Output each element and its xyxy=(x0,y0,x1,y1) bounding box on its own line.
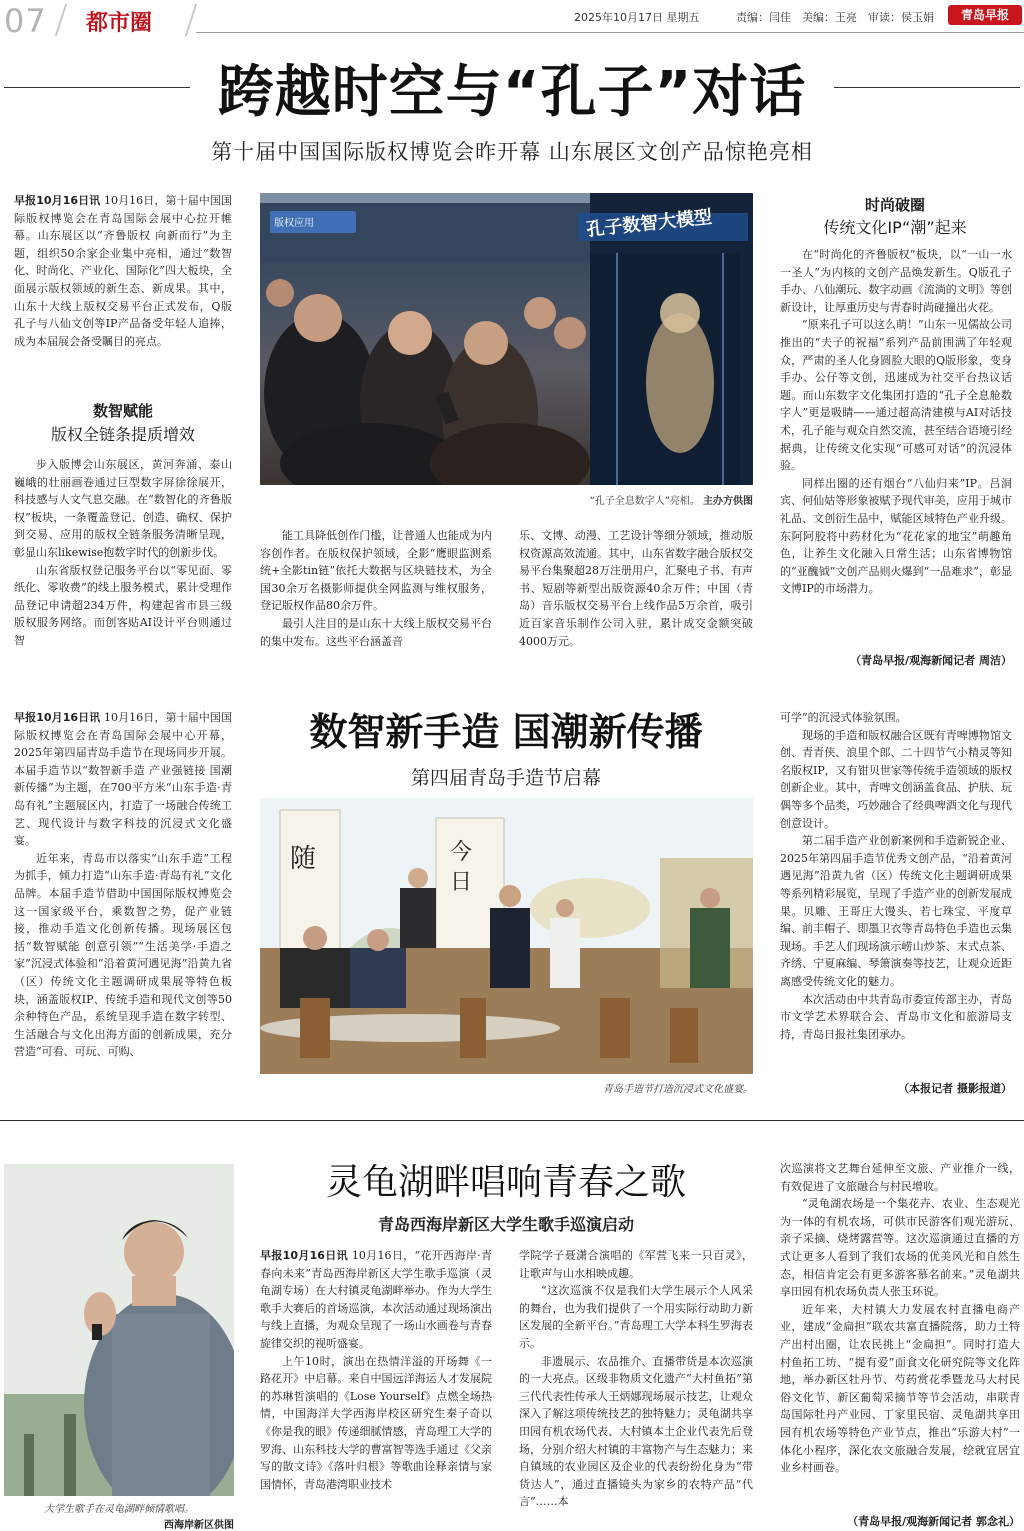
story3-col2-p2: “这次巡演不仅是我们大学生展示个人风采的舞台，也为我们提供了一个用实际行动助力新区发展的全新平台。”青岛理工大学本科生罗海表示。 xyxy=(519,1284,753,1350)
story1-photo-sign2: 版权应用 xyxy=(274,218,314,229)
page-number: 07 xyxy=(4,2,47,40)
story1-col1 xyxy=(14,456,232,668)
story3-byline: （青岛早报/观海新闻记者 郭念礼） xyxy=(847,1515,1020,1528)
story1-byline: （青岛早报/观海新闻记者 周洁） xyxy=(850,654,1012,667)
logo-text: 青岛早报 xyxy=(960,8,1009,22)
story2-lead xyxy=(14,709,232,1101)
story3-dateline: 早报10月16日讯 xyxy=(260,1249,348,1262)
story2-col1-p2: 近年来，青岛市以落实“山东手造”工程为抓手，倾力打造“山东手造·青岛有礼”文化品牌。本届手造节借助中国国际版权博览会这一国家级平台，乘数智之势，促产业链接，推动手造文化创新传播。现场展区包括“数智赋能 创意引领”“生活美学·手造之家”沉浸式体验和“沿着黄河遇见海”沿黄九省（区）传统文化主题调研成果展等特色板块，涵盖版权IP、传统手造和现代文创等50余种特色产品，系统呈现手造在数字转型、生活融合与文化出海方面的创新成果，充分营造“可看、可玩、可购、 xyxy=(14,851,232,1059)
story3-col2-p1: 学院学子聂潇合演唱的《军营飞来一只百灵》，让歌声与山水相映成趣。 xyxy=(519,1249,753,1280)
story1-photo-scene xyxy=(260,193,753,485)
story3-photo xyxy=(4,1164,234,1496)
story2-dateline: 早报10月16日讯 xyxy=(14,711,101,724)
editor-art: 美编：王亮 xyxy=(802,11,857,24)
story3-col1-text: 10月16日，“花开西海岸·青春向未来”青岛西海岸新区大学生歌手巡演（灵龟湖专场）在大村镇灵龟湖畔举办。作为大学生歌手大赛后的首场巡演，本次活动通过现场演出与线上直播，为观众呈现了一场山水画卷与青春旋律交织的视听盛宴。 xyxy=(260,1249,492,1350)
story1-photo-caption: “孔子全息数字人”亮相。 xyxy=(589,496,700,507)
editor-review: 审读：侯玉娟 xyxy=(868,11,934,24)
story3-col3 xyxy=(780,1160,1020,1512)
story1-lead xyxy=(14,192,232,388)
story2-lead-text: 10月16日，第十届中国国际版权博览会在青岛国际会展中心开幕，2025年第四届青岛手造节在现场同步开展。本届手造节以“数智新手造 产业强链接 国潮新传播”为主题，在700平方米“山东手造·青岛有礼”主题展区内，打造了一场融合传统工艺、现代设计与数字科技的沉浸式文化盛宴。 xyxy=(14,711,232,848)
story1-subhead-1a: 数智赋能 xyxy=(92,402,153,420)
story1-subhead-1b: 版权全链条提质增效 xyxy=(50,425,195,444)
story3-col2 xyxy=(519,1247,753,1529)
story1-col1-p2: 山东省版权登记服务平台以“零见面、零纸化、零收费”的线上服务模式，累计受理作品登记申请超234万件，构建起省市县三级版权服务网络。而创客贴AI设计平台则通过智 xyxy=(14,563,232,647)
story3-col3-p3: 近年来，大村镇大力发展农村直播电商产业，建成“金扁担”联农共富直播院落，助力土特产出村出圈，让农民挑上“金扁担”。同时打造大村鱼拓工坊、“提有爱”面食文化研究院等文化阵地，举办新区牡丹节、芍药赏花季暨龙马大村民俗文化节、新区葡萄采摘节等节会活动，串联青岛国际牡丹产业园、丁家里民宿、灵龟湖共享田园有机农场等特色产业节点，推出“乐游大村”一体化小程序，深化农文旅融合发展，绘就宜居宜业乡村画卷。 xyxy=(780,1302,1020,1475)
story2-banner-2: 今日 xyxy=(450,840,473,895)
story2-col2-p4: 本次活动由中共青岛市委宣传部主办，青岛市文学艺术界联合会、青岛市文化和旅游局支持，青岛日报社集团承办。 xyxy=(780,992,1012,1041)
issue-date: 2025年10月17日 星期五 xyxy=(574,11,700,24)
story1-col2-p1: 能工具降低创作门槛，让普通人也能成为内容创作者。在版权保护领域，全影“鹰眼监测系统+全影tin链”依托大数据与区块链技术，为全国30余万名摄影师提供全网监测与维权服务，登记版权作品80余万件。 xyxy=(260,529,492,613)
story1-col2-p2: 最引人注目的是山东十大线上版权交易平台的集中发布。这些平台涵盖音 xyxy=(260,616,492,648)
story1-col3-p1: 乐、文博、动漫、工艺设计等细分领域，推动版权资源高效流通。其中，山东省数字融合版权交易平台集聚超28万注册用户，汇聚电子书、有声书、短剧等新型出版资源40余万件；中国（青岛）音乐版权交易平台上线作品5万余首，吸引近百家音乐制作公司入驻，累计成交金额突破4000万元。 xyxy=(519,529,753,648)
editor-duty: 责编：闫佳 xyxy=(736,11,791,24)
story1-col3 xyxy=(519,527,753,669)
story3-photo-scene xyxy=(4,1164,234,1496)
newspaper-logo xyxy=(948,5,1022,25)
story1-photo-sign: 孔子数智大模型 xyxy=(585,206,714,241)
story1-photo-credit: 主办方供图 xyxy=(703,496,753,507)
section-divider xyxy=(0,1120,1024,1121)
story1-subhead-2b: 传统文化IP“潮”起来 xyxy=(823,218,967,237)
story2-subtitle: 第四届青岛手造节启幕 xyxy=(410,767,601,789)
story3-subtitle: 青岛西海岸新区大学生歌手巡演启动 xyxy=(377,1215,634,1234)
story3-title: 灵龟湖畔唱响青春之歌 xyxy=(325,1162,686,1203)
story3-photo-caption: 大学生歌手在灵龟湖畔倾情歌唱。 xyxy=(44,1504,194,1515)
story1-subhead-2a: 时尚破圈 xyxy=(864,196,925,214)
story3-col3-p1: 次巡演将文艺舞台延伸至文旅、产业推介一线，有效促进了文旅融合与村民增收。 xyxy=(780,1162,1020,1193)
story2-col2-p1: 可学”的沉浸式体验氛围。 xyxy=(780,711,907,724)
story2-byline: （本报记者 摄影报道） xyxy=(898,1082,1012,1095)
story2-banner-1: 随 xyxy=(290,844,317,874)
story1-col2 xyxy=(260,527,492,669)
story1-col4-p1: 在“时尚化的齐鲁版权”板块，以“一山一水一圣人”为内核的文创产品焕发新生。Q版孔子手办、八仙潮玩、数字动画《流淌的文明》等创新设计，让厚重历史与青春时尚碰撞出火花。 xyxy=(780,248,1012,314)
story1-title: 跨越时空与“孔子”对话 xyxy=(217,60,807,125)
story1-subtitle: 第十届中国国际版权博览会昨开幕 山东展区文创产品惊艳亮相 xyxy=(211,140,813,164)
story3-col1 xyxy=(260,1247,492,1529)
story1-col4-p3: 同样出圈的还有烟台“八仙归来”IP。吕洞宾、何仙姑等形象被赋予现代审美，应用于城市礼品、文创衍生品中，赋能区域特色产业升级。东阿阿胶将中药材化为“花花家的地宝”萌趣角色，让养生文化融入日常生活；山东省博物馆的“亚醜钺”文创产品则火爆到“一品难求”，彰显文博IP的市场潜力。 xyxy=(780,476,1012,596)
story2-photo-scene xyxy=(260,798,753,1074)
story2-col2-p2: 现场的手造和版权融合区既有青啤博物馆文创、青青侠、浪里个郎、二十四节气小精灵等知名版权IP，又有钳贝世家等传统手造领域的版权创新企业。其中，青啤文创涵盖食品、护肤、玩偶等多个品类，巧妙融合了经典啤酒文化与现代创意设计。 xyxy=(780,728,1012,830)
story1-dateline: 早报10月16日讯 xyxy=(14,194,101,207)
header-line xyxy=(196,32,1024,33)
story3-photo-credit: 西海岸新区供图 xyxy=(164,1520,234,1531)
story1-col1-p1: 步入版博会山东展区，黄河奔涌、泰山巍峨的壮丽画卷通过巨型数字屏徐徐展开，科技感与人文气息交融。在“数智化的齐鲁版权”板块，一条覆盖登记、创造、确权、保护到交易、应用的版权全链条服务清晰呈现，彰显山东likewise抱数字时代的创新步伐。 xyxy=(14,458,232,559)
story3-col3-p2: “灵龟湖农场是一个集花卉、农业、生态观光为一体的有机农场，可供市民游客们观光游玩、亲子采摘、烧烤露营等。这次巡演通过直播的方式让更多人看到了我们农场的优美风光和自然生态，相信肯定会有更多游客慕名前来。”灵龟湖共享田园有机农场负责人张玉环说。 xyxy=(780,1197,1020,1299)
story1-col4 xyxy=(780,246,1012,654)
story1-lead-text: 10月16日，第十届中国国际版权博览会在青岛国际会展中心拉开帷幕。山东展区以“齐鲁版权 向新而行”为主题，组织50余家企业集中亮相，通过“数智化、时尚化、产业化、国际化”四大板块，全面展示版权领域的新生态、新成果。其中，山东十大线上版权交易平台正式发布，Q版孔子与八仙文创等IP产品备受年轻人追捧，成为本届展会备受瞩目的亮点。 xyxy=(14,194,232,348)
story2-title: 数智新手造 国潮新传播 xyxy=(309,710,703,754)
story2-photo-caption: 青岛手造节打造沉浸式文化盛宴。 xyxy=(603,1084,753,1095)
story1-col4-p2: “原来孔子可以这么萌！”山东一见儒故公司推出的“夫子的祝福”系列产品前围满了年轻观众，严肃的圣人化身圆脸大眼的Q版形象，变身手办、公仔等文创，迅速成为社交平台热议话题。而山东数字文化集团打造的“孔子全息舱数字人”更是吸睛——通过超高清建模与AI对话技术，孔子能与观众自然交流，甚至结合语境引经据典，让传统文化实现“可感可对话”的沉浸体验。 xyxy=(780,318,1012,473)
story2-col2 xyxy=(780,709,1012,1079)
section-name: 都市圈 xyxy=(86,11,153,36)
story3-col2-p3: 非遗展示、农品推介、直播带货是本次巡演的一大亮点。区级非物质文化遗产“大村鱼拓”第三代代表性传承人王炳娜现场展示技艺，让观众深入了解这项传统技艺的独特魅力；灵龟湖共享田园有机农场代表、大村镇本土企业代表先后登场，分别介绍大村镇的丰富物产与生态魅力；来自镇域的农业园区及企业的代表纷纷化身为“带货达人”，通过直播镜头为家乡的农特产品“代言”……本 xyxy=(519,1354,753,1509)
story3-col1-p2: 上午10时，演出在热情洋溢的开场舞《一路花开》中启幕。来自中国远洋海运人才发展院的苏琳哲演唱的《Lose Yourself》点燃全场热情，中国海洋大学西海岸校区研究生秦子奇以《你是我的眼》传递细腻情感，青岛理工大学的罗海、山东科技大学的曹富智等选手通过《父亲写的散文诗》《落叶归根》等歌曲诠释亲情与家国情怀，青岛港湾职业技术 xyxy=(260,1354,492,1491)
story2-col2-p3: 第二届手造产业创新案例和手造新锐企业、2025年第四届手造节优秀文创产品，“沿着黄河遇见海”沿黄九省（区）传统文化主题调研成果等系列精彩展览，呈现了手造产业的创新发展成果。贝雕、王哥庄大馒头、若七珠宝、平度草编、前丰帽子、即墨卫衣等青岛特色手造也云集现场。手艺人们现场演示崂山炒茶、末式点茶、齐绣、宁夏麻编、琴箫演奏等技艺，让观众近距离感受传统文化的魅力。 xyxy=(780,834,1012,988)
header-slash-1 xyxy=(55,4,67,36)
story2-photo xyxy=(260,798,753,1074)
story1-photo xyxy=(260,193,753,485)
story1-photo-caption-row xyxy=(520,492,753,507)
